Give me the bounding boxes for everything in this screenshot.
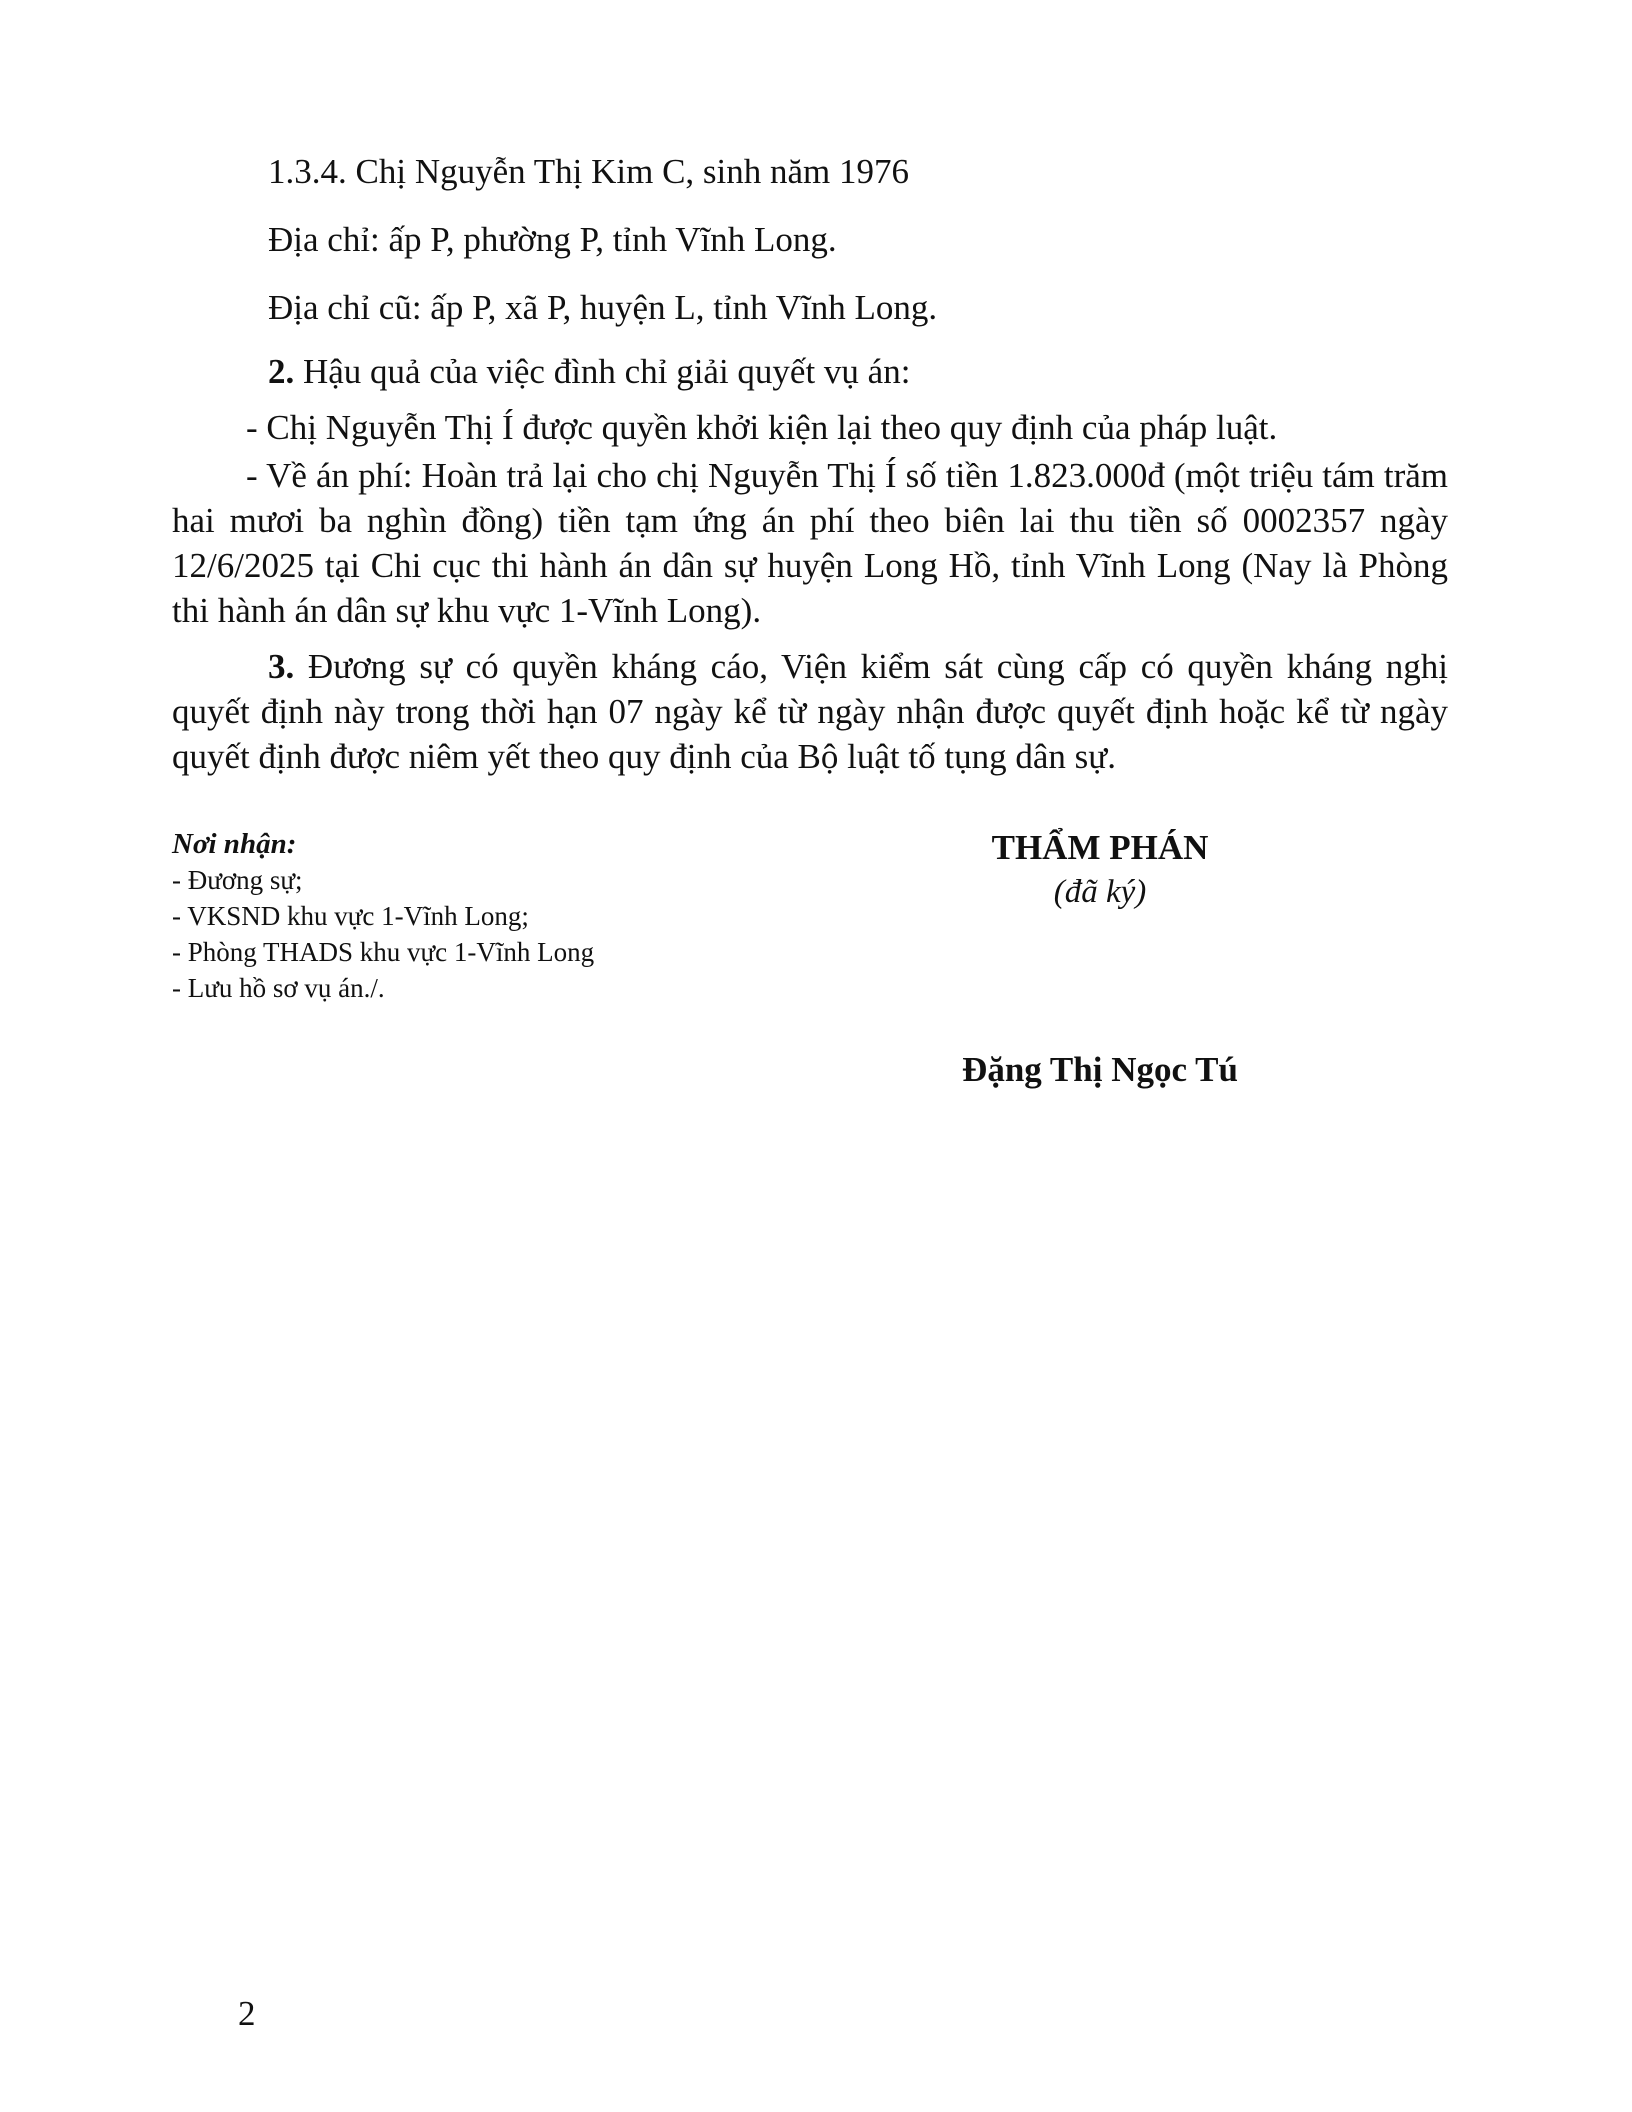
section-3-paragraph bbox=[172, 644, 1448, 779]
recipient-item: - VKSND khu vực 1-Vĩnh Long; bbox=[172, 901, 529, 931]
signature-note: (đã ký) bbox=[1053, 874, 1147, 910]
recipient-item: - Đương sự; bbox=[172, 865, 303, 895]
section-2-title: Hậu quả của việc đình chỉ giải quyết vụ án: bbox=[303, 352, 911, 391]
party-old-address: Địa chỉ cũ: ấp P, xã P, huyện L, tỉnh Vĩnh Long. bbox=[268, 288, 938, 327]
recipients-block bbox=[172, 826, 772, 1006]
section-2-item-1: - Chị Nguyễn Thị Í được quyền khởi kiện lại theo quy định của pháp luật. bbox=[246, 408, 1278, 447]
section-2-heading bbox=[268, 350, 910, 394]
party-address: Địa chỉ: ấp P, phường P, tỉnh Vĩnh Long. bbox=[268, 220, 837, 259]
recipient-item: - Lưu hồ sơ vụ án./. bbox=[172, 973, 385, 1003]
recipients-heading: Nơi nhận: bbox=[172, 828, 297, 860]
party-heading: 1.3.4. Chị Nguyễn Thị Kim C, sinh năm 1976 bbox=[268, 152, 910, 191]
page-number: 2 bbox=[238, 1994, 256, 2033]
signer-name: Đặng Thị Ngọc Tú bbox=[962, 1050, 1238, 1089]
recipient-item: - Phòng THADS khu vực 1-Vĩnh Long bbox=[172, 937, 595, 967]
section-3-text: Đương sự có quyền kháng cáo, Viện kiểm sát cùng cấp có quyền kháng nghị quyết định này trong thời hạn 07 ngày kể từ ngày nhận được quyết định hoặc kể từ ngày quyết định được niêm yết theo quy định của Bộ luật tố tụng dân sự. bbox=[172, 647, 1449, 776]
signature-title: THẨM PHÁN bbox=[991, 828, 1209, 867]
section-2-item-2: - Về án phí: Hoàn trả lại cho chị Nguyễn Thị Í số tiền 1.823.000đ (một triệu tám trăm hai mươi ba nghìn đồng) tiền tạm ứng án phí theo biên lai thu tiền số 0002357 ngày 12/6/2025 tại Chi cục thi hành án dân sự huyện Long Hồ, tỉnh Vĩnh Long (Nay là Phòng thi hành án dân sự khu vực 1-Vĩnh Long). bbox=[172, 456, 1448, 630]
section-2-number: 2. bbox=[268, 352, 295, 391]
section-3-number: 3. bbox=[268, 647, 295, 686]
